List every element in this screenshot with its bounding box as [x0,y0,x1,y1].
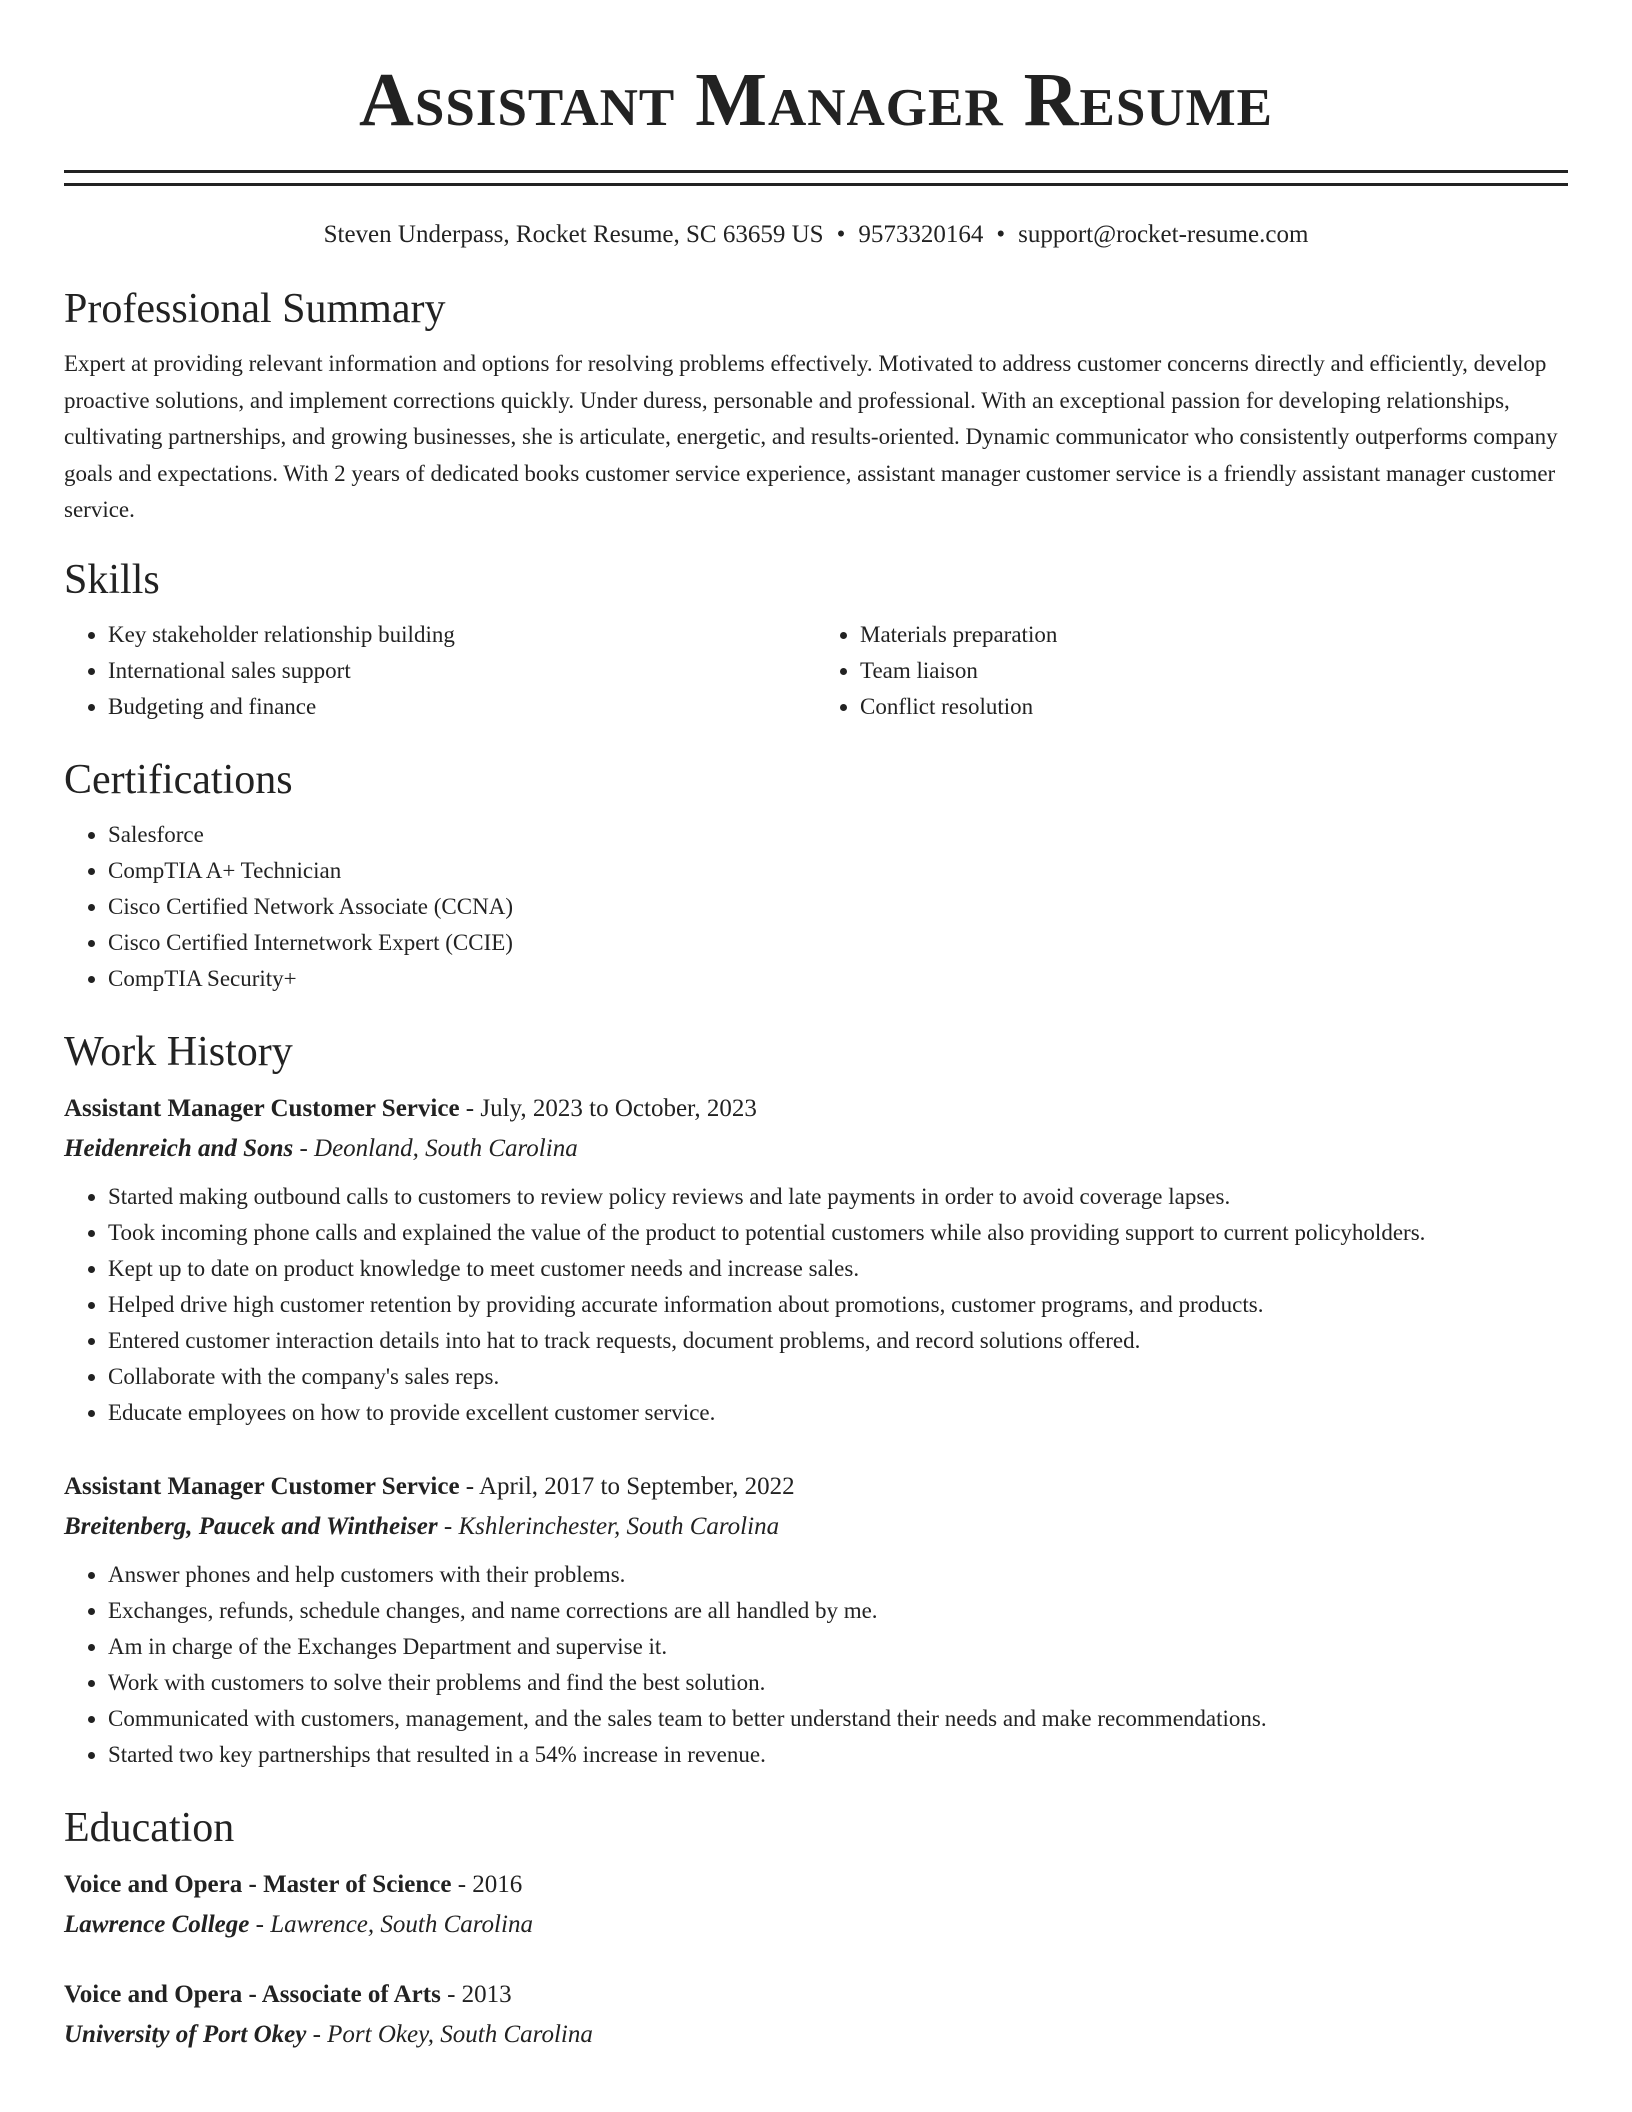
job-company-line [64,1129,1568,1169]
job-title-line [64,1089,1568,1129]
job-title: Assistant Manager Customer Service [64,1472,460,1500]
certification-item: • Salesforce [108,817,1568,853]
education-year: - 2016 [451,1870,523,1898]
job-bullet: • Communicated with customers, management, and the sales team to better understand their needs and make recommendations. [108,1701,1568,1737]
job-bullet: • Started two key partnerships that resulted in a 54% increase in revenue. [108,1737,1568,1773]
education-degree: Voice and Opera - Associate of Arts [64,1980,441,2008]
work-history-heading: Work History [64,1028,293,1075]
skills-grid [64,617,1568,725]
skill-item: • International sales support [108,653,816,689]
resume-title: Assistant Manager Resume [358,58,1274,142]
job-bullet: • Entered customer interaction details into hat to track requests, document problems, and record solutions offered. [108,1323,1568,1359]
job-company-line [64,1507,1568,1547]
education-school: University of Port Okey [64,2020,307,2048]
education-entry [64,1975,1568,2055]
skill-item: • Team liaison [860,653,1568,689]
contact-separator: • [996,221,1006,248]
contact-line [64,220,1568,250]
job-bullet: • Am in charge of the Exchanges Department and supervise it. [108,1629,1568,1665]
job-dates: - April, 2017 to September, 2022 [459,1472,795,1500]
job-bullet: • Answer phones and help customers with their problems. [108,1557,1568,1593]
education-entry [64,1865,1568,1945]
education-location: - Lawrence, South Carolina [249,1910,533,1938]
job-company: Breitenberg, Paucek and Wintheiser [64,1512,438,1540]
job-entry-header [64,1089,1568,1169]
summary-section [64,284,1568,529]
skills-heading: Skills [64,556,160,603]
contact-separator: • [836,221,846,248]
contact-address: Steven Underpass, Rocket Resume, SC 63659 US [323,221,824,248]
skill-item: • Conflict resolution [860,689,1568,725]
education-section [64,1803,1568,2055]
education-school: Lawrence College [64,1910,250,1938]
certifications-heading: Certifications [64,756,293,803]
education-degree-line [64,1865,1568,1905]
skill-item: • Budgeting and finance [108,689,816,725]
job-bullet-list [64,1179,1568,1431]
job-bullet: • Helped drive high customer retention by providing accurate information about promotions, customer programs, and products. [108,1287,1568,1323]
job-bullet: • Kept up to date on product knowledge to meet customer needs and increase sales. [108,1251,1568,1287]
job-location: - Deonland, South Carolina [293,1134,578,1162]
job-title: Assistant Manager Customer Service [64,1094,460,1122]
skills-column-left [64,617,816,725]
work-history-section [64,1027,1568,1773]
job-bullet-list [64,1557,1568,1773]
job-entry-header [64,1467,1568,1547]
job-bullet: • Work with customers to solve their problems and find the best solution. [108,1665,1568,1701]
education-degree-line [64,1975,1568,2015]
job-bullet: • Educate employees on how to provide excellent customer service. [108,1395,1568,1431]
education-degree: Voice and Opera - Master of Science [64,1870,452,1898]
certification-item: • CompTIA Security+ [108,961,1568,997]
job-dates: - July, 2023 to October, 2023 [459,1094,757,1122]
education-location: - Port Okey, South Carolina [306,2020,593,2048]
skill-item: • Materials preparation [860,617,1568,653]
skill-item: • Key stakeholder relationship building [108,617,816,653]
skills-section [64,555,1568,725]
job-location: - Kshlerinchester, South Carolina [437,1512,780,1540]
job-company: Heidenreich and Sons [64,1134,294,1162]
education-heading: Education [64,1804,235,1851]
certifications-section [64,755,1568,997]
summary-heading: Professional Summary [64,286,446,332]
certification-item: • Cisco Certified Network Associate (CCNA) [108,889,1568,925]
certifications-list [64,817,1568,997]
certification-item: • Cisco Certified Internetwork Expert (CCIE) [108,925,1568,961]
skills-column-right [816,617,1568,725]
education-school-line [64,2015,1568,2055]
education-school-line [64,1905,1568,1945]
title-double-rule [64,170,1568,186]
contact-email: support@rocket-resume.com [1018,221,1309,248]
job-bullet: • Collaborate with the company's sales reps. [108,1359,1568,1395]
education-year: - 2013 [440,1980,512,2008]
job-title-line [64,1467,1568,1507]
certification-item: • CompTIA A+ Technician [108,853,1568,889]
contact-phone: 9573320164 [858,221,984,248]
job-bullet: • Took incoming phone calls and explained the value of the product to potential customers while also providing support to current policyholders. [108,1215,1568,1251]
summary-text: Expert at providing relevant information and options for resolving problems effectively. Motivated to address customer concerns directly and efficiently, develop proactive solutions, and implement corrections quickly. Under duress, personable and professional. With an exceptional passion for developing relationships, cultivating partnerships, and growing businesses, she is articulate, energetic, and results-oriented. Dynamic communicator who consistently outperforms company goals and expectations. With 2 years of dedicated books customer service experience, assistant manager customer service is a friendly assistant manager customer service. [64,351,1558,522]
job-bullet: • Started making outbound calls to customers to review policy reviews and late payments in order to avoid coverage lapses. [108,1179,1568,1215]
job-bullet: • Exchanges, refunds, schedule changes, and name corrections are all handled by me. [108,1593,1568,1629]
